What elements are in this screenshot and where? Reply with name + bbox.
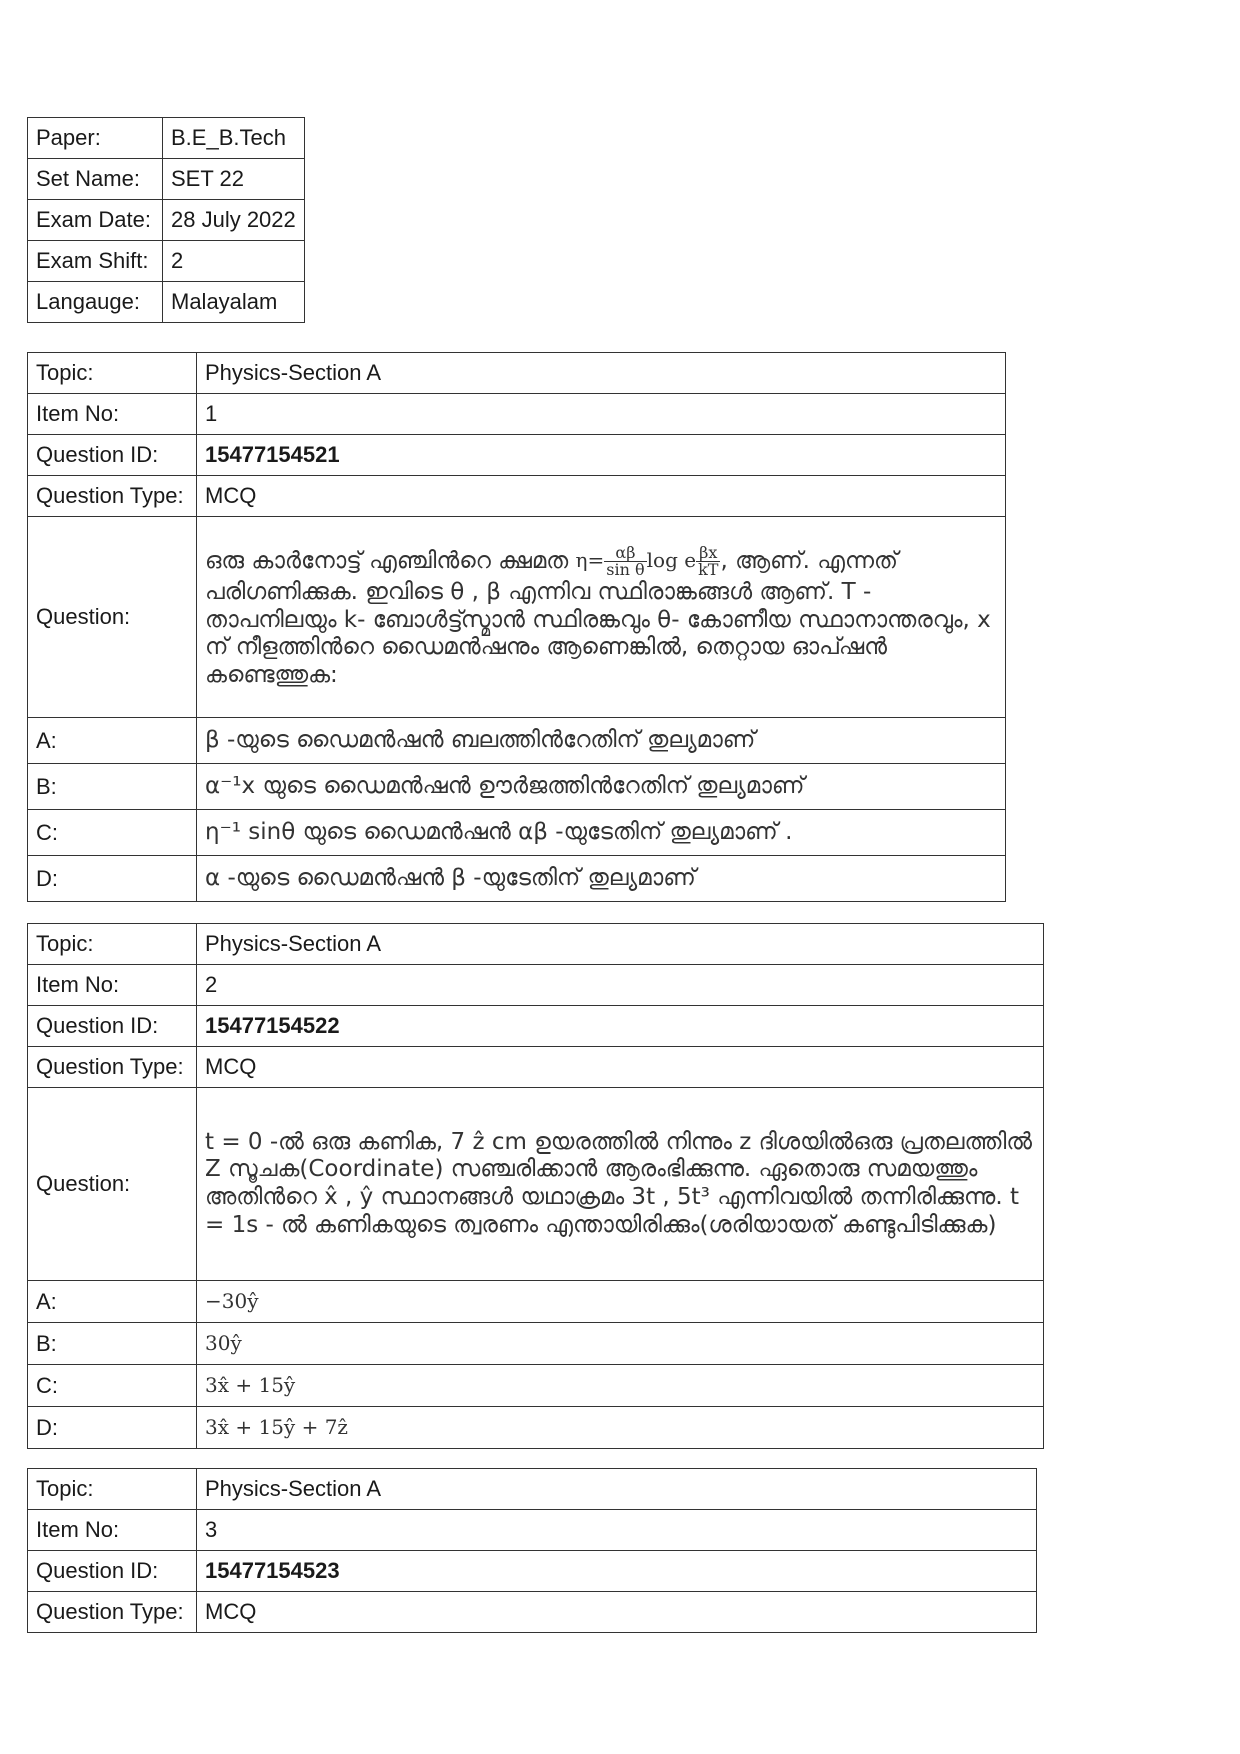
question-type-value: MCQ — [197, 1047, 1044, 1088]
option-c-text: η⁻¹ sinθ യുടെ ഡൈമൻഷൻ αβ -യുടേതിന് തുല്യമാണ് . — [197, 810, 1006, 856]
item-value: 3 — [197, 1510, 1037, 1551]
question-type-label: Question Type: — [28, 1047, 197, 1088]
efficiency-formula — [575, 542, 721, 580]
question-type-label: Question Type: — [28, 1592, 197, 1633]
topic-value: Physics-Section A — [197, 353, 1006, 394]
set-label: Set Name: — [28, 159, 163, 200]
eta-symbol: η= — [575, 548, 605, 573]
language-label: Langauge: — [28, 282, 163, 323]
option-a-label: A: — [28, 718, 197, 764]
fraction-denominator: kT — [698, 560, 719, 580]
topic-label: Topic: — [28, 924, 197, 965]
fraction-beta-x — [696, 542, 720, 580]
set-value: SET 22 — [163, 159, 305, 200]
question-label: Question: — [28, 517, 197, 718]
question-type-value: MCQ — [197, 476, 1006, 517]
option-b-text: 30ŷ — [197, 1323, 1044, 1365]
option-b-label: B: — [28, 1323, 197, 1365]
question-text — [197, 517, 1006, 718]
topic-label: Topic: — [28, 353, 197, 394]
exam-info-table — [27, 117, 305, 323]
date-label: Exam Date: — [28, 200, 163, 241]
option-d-label: D: — [28, 856, 197, 902]
fraction-numerator: αβ — [604, 545, 646, 563]
paper-value: B.E_B.Tech — [163, 118, 305, 159]
option-d-text: 3x̂ + 15ŷ + 7ẑ — [197, 1407, 1044, 1449]
question-text-intro: ഒരു കാർനോട്ട് എഞ്ചിൻറെ ക്ഷമത — [205, 547, 576, 574]
question-2-table — [27, 923, 1044, 1449]
paper-row — [28, 118, 305, 159]
item-label: Item No: — [28, 965, 197, 1006]
topic-value: Physics-Section A — [197, 1469, 1037, 1510]
item-value: 2 — [197, 965, 1044, 1006]
question-id-value: 15477154523 — [197, 1551, 1037, 1592]
option-a-label: A: — [28, 1281, 197, 1323]
question-1-table — [27, 352, 1006, 902]
option-b-label: B: — [28, 764, 197, 810]
topic-value: Physics-Section A — [197, 924, 1044, 965]
option-c-text: 3x̂ + 15ŷ — [197, 1365, 1044, 1407]
question-id-value: 15477154521 — [197, 435, 1006, 476]
option-d-label: D: — [28, 1407, 197, 1449]
date-value: 28 July 2022 — [163, 200, 305, 241]
set-row — [28, 159, 305, 200]
question-type-label: Question Type: — [28, 476, 197, 517]
question-text: t = 0 -ൽ ഒരു കണിക, 7 ẑ cm ഉയരത്തിൽ നിന്നും z ദിശയിൽഒരു പ്രതലത്തിൽ Z സൂചക(Coordinate) സഞ്ചരിക്കാൻ ആരംഭിക്കുന്നു. ഏതൊരു സമയത്തും അതിൻറെ x̂ , ŷ സ്ഥാനങ്ങൾ യഥാക്രമം 3t , 5t³ എന്നിവയിൽ തന്നിരിക്കുന്നു. t = 1s - ൽ കണികയുടെ ത്വരണം എന്തായിരിക്കും(ശരിയായത് കണ്ടുപിടിക്കുക) — [197, 1088, 1044, 1281]
question-id-label: Question ID: — [28, 435, 197, 476]
language-row — [28, 282, 305, 323]
option-a-text: β -യുടെ ഡൈമൻഷൻ ബലത്തിൻറേതിന് തുല്യമാണ് — [197, 718, 1006, 764]
item-label: Item No: — [28, 1510, 197, 1551]
question-type-value: MCQ — [197, 1592, 1037, 1633]
item-value: 1 — [197, 394, 1006, 435]
fraction-numerator: βx — [696, 545, 720, 563]
shift-row — [28, 241, 305, 282]
question-id-label: Question ID: — [28, 1551, 197, 1592]
item-label: Item No: — [28, 394, 197, 435]
fraction-alpha-beta — [604, 542, 646, 580]
question-id-value: 15477154522 — [197, 1006, 1044, 1047]
option-a-text: −30ŷ — [197, 1281, 1044, 1323]
question-text-body: , ആണ്. എന്നത് പരിഗണിക്കുക. ഇവിടെ θ , β എന്നിവ സ്ഥിരാങ്കങ്ങൾ ആണ്. T - താപനിലയും k- ബോൾട്ട്സ്മാൻ സ്ഥിരങ്കവും θ- കോണീയ സ്ഥാനാന്തരവും, x ന് നീളത്തിൻറെ ഡൈമൻഷനും ആണെങ്കിൽ, തെറ്റായ ഓപ്ഷൻ കണ്ടെത്തുക: — [205, 547, 991, 688]
question-label: Question: — [28, 1088, 197, 1281]
option-c-label: C: — [28, 1365, 197, 1407]
paper-label: Paper: — [28, 118, 163, 159]
fraction-denominator: sin θ — [606, 560, 645, 580]
date-row — [28, 200, 305, 241]
log-term: log e — [646, 548, 697, 573]
language-value: Malayalam — [163, 282, 305, 323]
option-c-label: C: — [28, 810, 197, 856]
shift-value: 2 — [163, 241, 305, 282]
topic-label: Topic: — [28, 1469, 197, 1510]
option-b-text: α⁻¹x യുടെ ഡൈമൻഷൻ ഊർജത്തിൻറേതിന് തുല്യമാണ് — [197, 764, 1006, 810]
option-d-text: α -യുടെ ഡൈമൻഷൻ β -യുടേതിന് തുല്യമാണ് — [197, 856, 1006, 902]
question-3-table — [27, 1468, 1037, 1633]
shift-label: Exam Shift: — [28, 241, 163, 282]
question-id-label: Question ID: — [28, 1006, 197, 1047]
